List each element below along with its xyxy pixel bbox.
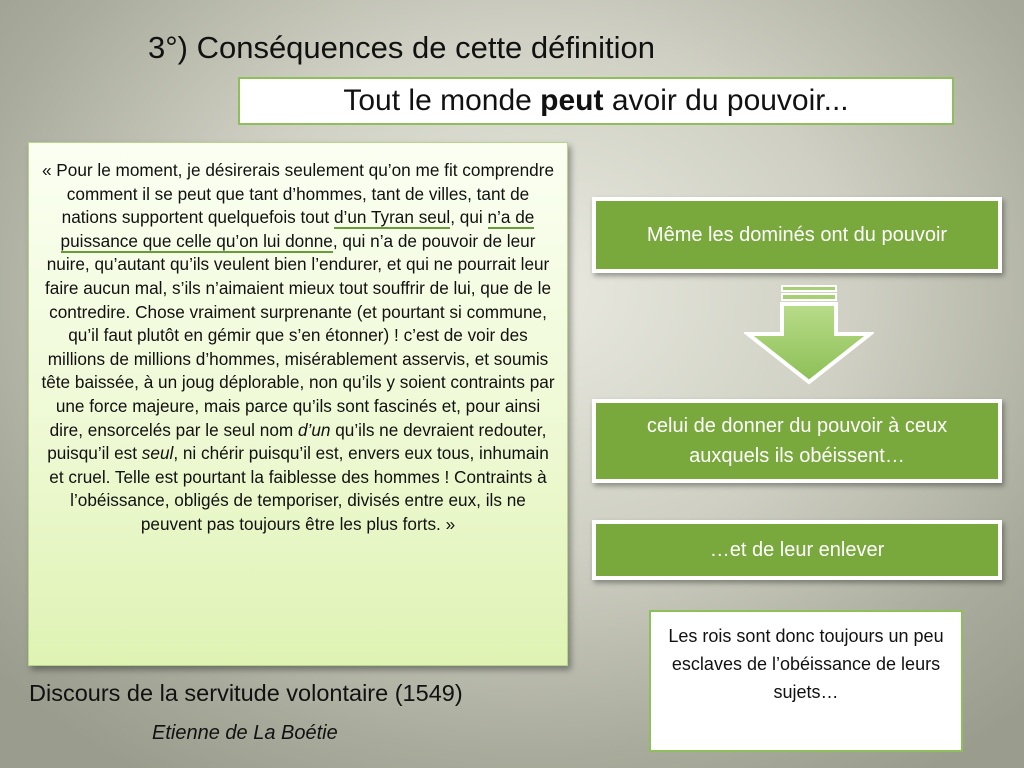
author-name: Etienne de La Boétie	[152, 722, 338, 744]
quote-text	[39, 159, 557, 537]
give-power-box	[592, 399, 1002, 483]
quote-part-2: , qui	[450, 207, 488, 228]
subtitle-box	[238, 77, 954, 125]
source-title: Discours de la servitude volontaire (1549)	[29, 680, 463, 706]
subtitle-text-after: avoir du pouvoir...	[603, 84, 849, 117]
quote-italic-1: d’un	[297, 419, 331, 440]
quote-underlined-1: d’un Tyran seul	[333, 207, 451, 228]
subtitle-bold-word: peut	[540, 84, 604, 117]
conclusion-text: Les rois sont donc toujours un peu esclaves de l’obéissance de leurs sujets…	[668, 626, 944, 702]
dominated-power-text: Même les dominés ont du pouvoir	[646, 224, 948, 246]
quote-italic-2: seul	[141, 443, 174, 464]
give-power-text: celui de donner du pouvoir à ceux auxquels ils obéissent…	[646, 415, 948, 467]
quote-part-3: , qui n’a de pouvoir de leur nuire, qu’autant qu’ils veulent bien l’endurer, et qui ne pourrait leur faire aucun mal, s’ils n’aimaient mieux tout souffrir de lui, que de le contredire. Chose vraiment surprenante (et pourtant si commune, qu’il faut plutôt en gémir que s’en étonner) ! c’est de voir des millions de millions d’hommes, misérablement asservis, et soumis tête baissée, à un joug déplorable, non qu’ils y soient contraints par une force majeure, mais parce qu’ils sont fascinés et, pour ainsi dire, ensorcelés par le seul nom	[41, 230, 555, 440]
quote-part-5: , ni chérir puisqu’il est, envers eux tous, inhumain et cruel. Telle est pourtant la faiblesse des hommes ! Contraints à l’obéissance, obligés de temporiser, divisés entre eux, ils ne peuvent pas toujours être les plus forts. »	[49, 443, 549, 534]
slide-title: 3°) Conséquences de cette définition	[148, 30, 656, 65]
quote-part-1: « Pour le moment, je désirerais seulement qu’on me fit comprendre comment il se peut que tant d’hommes, tant de villes, tant de nations supportent quelquefois tout	[41, 160, 555, 228]
subtitle-text-before: Tout le monde	[343, 84, 541, 117]
dominated-power-box	[592, 197, 1002, 273]
quote-box	[28, 142, 568, 666]
remove-power-text: …et de leur enlever	[709, 539, 885, 561]
quote-part-4: qu’ils ne devraient redouter, puisqu’il est	[47, 419, 547, 464]
conclusion-box	[649, 610, 963, 752]
remove-power-box	[592, 520, 1002, 580]
down-arrow-icon	[744, 284, 874, 386]
quote-underlined-2: n’a de puissance que celle qu’on lui donne	[60, 207, 535, 251]
